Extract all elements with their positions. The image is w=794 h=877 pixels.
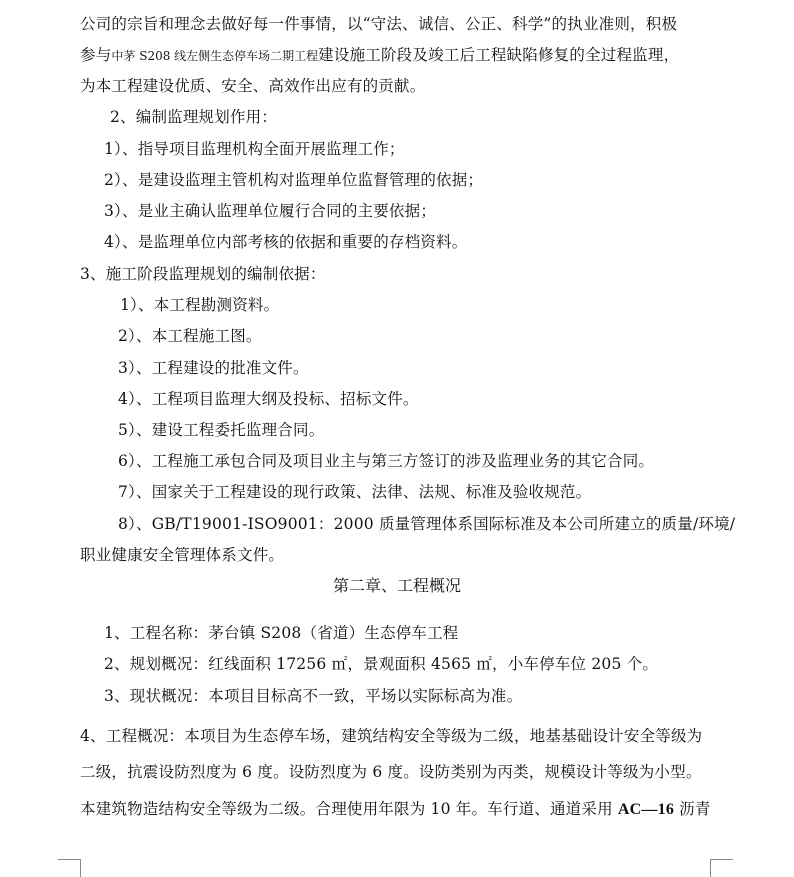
paragraph-line: 公司的宗旨和理念去做好每一件事情，以“守法、诚信、公正、科学”的执业准则，积极 — [80, 15, 678, 33]
list-item: 8）、GB/T19001-ISO9001：2000 质量管理体系国际标准及本公司所建立的质量/环境/ — [118, 515, 736, 533]
list-item: 1、工程名称：茅台镇 S208（省道）生态停车工程 — [104, 624, 459, 642]
page-corner-mark — [711, 859, 733, 860]
list-item: 2）、本工程施工图。 — [118, 327, 262, 345]
section-title: 2、编制监理规划作用： — [110, 108, 278, 126]
list-item: 3）、是业主确认监理单位履行合同的主要依据； — [104, 202, 437, 220]
page-corner-mark — [58, 859, 80, 860]
project-name: 中茅 S208 线左侧生态停车场二期工程 — [111, 49, 319, 63]
text-run: 沥青 — [674, 800, 711, 818]
paragraph-line — [80, 45, 679, 66]
text-run: 建设施工阶段及竣工后工程缺陷修复的全过程监理， — [318, 46, 680, 64]
material-code: AC—16 — [617, 801, 675, 818]
text-run: 本建筑物造结构安全等级为二级。合理使用年限为 10 年。车行道、通道采用 — [80, 800, 618, 818]
page-corner-mark — [710, 859, 711, 877]
list-item: 2、规划概况：红线面积 17256 ㎡，景观面积 4565 ㎡，小车停车位 205 个。 — [104, 655, 659, 673]
list-item: 1）、指导项目监理机构全面开展监理工作； — [104, 140, 405, 158]
page-corner-mark — [80, 859, 81, 877]
list-item: 3）、工程建设的批准文件。 — [118, 359, 309, 377]
list-item-continuation: 职业健康安全管理体系文件。 — [80, 546, 285, 564]
paragraph-line: 二级，抗震设防烈度为 6 度。设防烈度为 6 度。设防类别为丙类，规模设计等级为小型。 — [80, 763, 702, 781]
paragraph-line: 4、工程概况：本项目为生态停车场，建筑结构安全等级为二级，地基基础设计安全等级为 — [80, 727, 703, 745]
paragraph-line — [80, 799, 711, 820]
list-item: 4）、是监理单位内部考核的依据和重要的存档资料。 — [104, 233, 468, 251]
text-run: 参与 — [80, 46, 112, 64]
list-item: 3、现状概况：本项目目标高不一致，平场以实际标高为准。 — [104, 687, 523, 705]
list-item: 4）、工程项目监理大纲及投标、招标文件。 — [118, 390, 419, 408]
list-item: 6）、工程施工承包合同及项目业主与第三方签订的涉及监理业务的其它合同。 — [118, 452, 655, 470]
list-item: 7）、国家关于工程建设的现行政策、法律、法规、标准及验收规范。 — [118, 483, 592, 501]
list-item: 1）、本工程勘测资料。 — [120, 296, 280, 314]
section-title: 3、施工阶段监理规划的编制依据： — [80, 265, 326, 283]
chapter-heading: 第二章、工程概况 — [332, 576, 461, 595]
list-item: 2）、是建设监理主管机构对监理单位监督管理的依据； — [104, 171, 484, 189]
paragraph-line: 为本工程建设优质、安全、高效作出应有的贡献。 — [80, 77, 426, 95]
list-item: 5）、建设工程委托监理合同。 — [118, 421, 325, 439]
